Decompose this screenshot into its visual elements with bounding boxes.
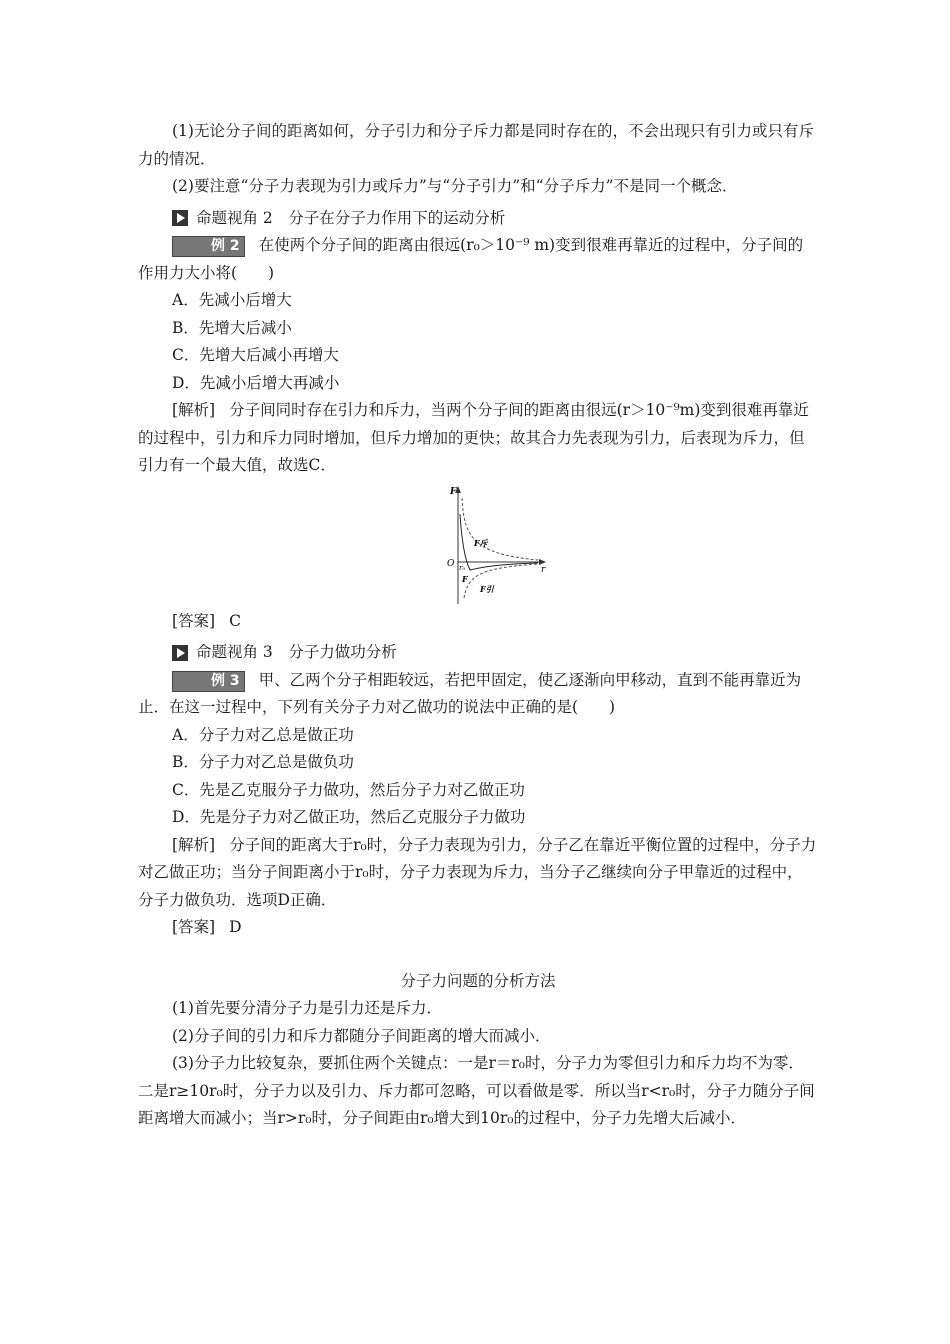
analysis-label: [解析] bbox=[172, 835, 216, 854]
example3-badge: 例 3 bbox=[172, 671, 245, 692]
answer-label: [答案] bbox=[172, 918, 216, 936]
example2-option-a: A．先减小后增大 bbox=[172, 291, 292, 309]
origin-label: O bbox=[447, 558, 455, 569]
note-1: (1)无论分子间的距离如何，分子引力和分子斥力都是同时存在的，不会出现只有引力或只有斥力的情况． bbox=[138, 122, 814, 168]
method-title: 分子力问题的分析方法 bbox=[400, 971, 556, 990]
section3-heading bbox=[138, 639, 818, 667]
document-page bbox=[138, 118, 818, 1133]
r0-label: r₀ bbox=[459, 563, 466, 572]
repulsive-curve bbox=[462, 498, 538, 560]
example2-question bbox=[138, 232, 818, 287]
example3-answer bbox=[138, 914, 818, 942]
analysis-label: [解析] bbox=[172, 401, 216, 419]
example2-question-text: 在使两个分子间的距离由很远(r₀＞10⁻⁹ m)变到很难再靠近的过程中，分子间的作用力大小将( ) bbox=[138, 236, 804, 282]
example2-option-b: B．先增大后减小 bbox=[172, 318, 292, 337]
example3-question bbox=[138, 667, 818, 722]
example3-analysis bbox=[138, 832, 818, 915]
play-triangle-icon bbox=[172, 210, 188, 226]
example3-option-c: C．先是乙克服分子力做功，然后分子力对乙做正功 bbox=[172, 780, 525, 799]
f-net-label: F bbox=[462, 573, 468, 584]
example3-option-d: D．先是分子力对乙做正功，然后乙克服分子力做功 bbox=[172, 808, 526, 826]
example2-option-c: C．先增大后减小再增大 bbox=[172, 346, 339, 364]
example3-question-text: 甲、乙两个分子相距较远，若把甲固定，使乙逐渐向甲移动，直到不能再靠近为止．在这一过程中，下列有关分子力对乙做功的说法中正确的是( ) bbox=[138, 670, 802, 716]
example2-analysis-text: 分子间同时存在引力和斥力，当两个分子间的距离由很远(r＞10⁻⁹m)变到很难再靠近的过程中，引力和斥力同时增加，但斥力增加的更快；故其合力先表现为引力，后表现为斥力，但引力有一个最大值，故选C． bbox=[138, 401, 809, 474]
answer-label: [答案] bbox=[172, 611, 216, 630]
example2-answer-value: C bbox=[229, 611, 241, 630]
force-distance-figure bbox=[438, 486, 548, 606]
example2-option-d: D．先减小后增大再减小 bbox=[172, 373, 340, 392]
section2-heading bbox=[138, 205, 818, 233]
method-item-1: (1)首先要分清分子力是引力还是斥力． bbox=[172, 999, 442, 1017]
f-attractive-label: F引 bbox=[480, 583, 494, 594]
method-item-3: (3)分子力比较复杂，要抓住两个关键点：一是r＝r₀时，分子力为零但引力和斥力均不为零．二是r≥10r₀时，分子力以及引力、斥力都可忽略，可以看做是零．所以当r<r₀时，分子力随分子间距离增大而减小；当r>r₀时，分子间距由r₀增大到10r₀的过程中，分子力先增大后减小． bbox=[138, 1054, 815, 1127]
section3-heading-text: 命题视角 3 分子力做功分析 bbox=[196, 643, 397, 661]
example3-option-a: A．分子力对乙总是做正功 bbox=[172, 725, 354, 744]
note-2: (2)要注意“分子力表现为引力或斥力”与“分子引力”和“分子斥力”不是同一个概念． bbox=[172, 177, 738, 195]
f-repulsive-label: F斥 bbox=[474, 537, 488, 548]
method-item-2: (2)分子间的引力和斥力都随分子间距离的增大而减小． bbox=[172, 1026, 551, 1045]
example2-badge: 例 2 bbox=[172, 236, 245, 257]
example2-answer bbox=[138, 608, 818, 636]
play-triangle-icon bbox=[172, 645, 188, 661]
example3-analysis-text: 分子间的距离大于r₀时，分子力表现为引力，分子乙在靠近平衡位置的过程中，分子力对乙做正功；当分子间距离小于r₀时，分子力表现为斥力，当分子乙继续向分子甲靠近的过程中，分子力做负功．选项D正确． bbox=[138, 835, 817, 909]
section2-heading-text: 命题视角 2 分子在分子力作用下的运动分析 bbox=[196, 208, 506, 227]
example3-option-b: B．分子力对乙总是做负功 bbox=[172, 753, 354, 771]
example2-analysis bbox=[138, 397, 818, 480]
x-axis-label: r bbox=[541, 564, 546, 575]
example3-answer-value: D bbox=[229, 918, 242, 936]
y-axis-label: F bbox=[450, 486, 457, 497]
